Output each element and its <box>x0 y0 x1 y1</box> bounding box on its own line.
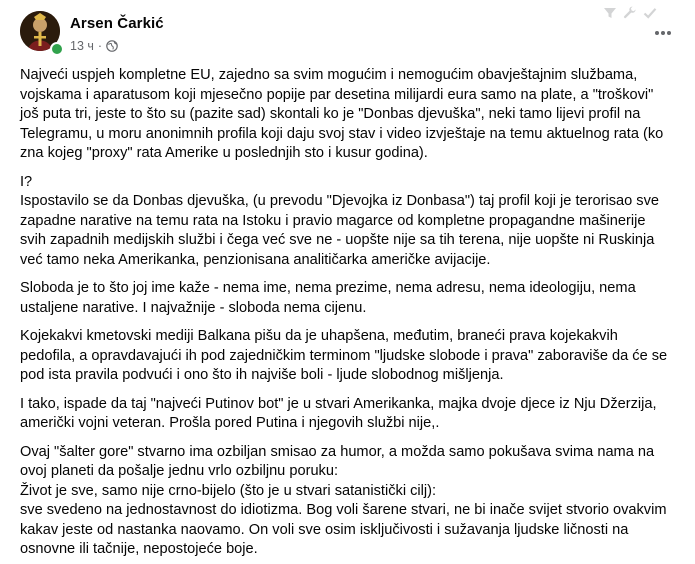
globe-icon[interactable] <box>106 40 118 52</box>
post-header <box>0 0 695 64</box>
post-paragraph: Ovaj "šalter gore" stvarno ima ozbiljan smisao za humor, a možda samo pokušava svima nama na ovoj planeti da pošalje jednu vrlo ozbiljnu poruku: Život je sve, samo nije crno-bijelo (što je u stvari satanistički cilj): sve svedeno na jednostavnost do idiotizma. Bog voli šarene stvari, ne bi inače svijet stvorio ovakvim kakav jeste od nastanka naovamo. On voli sve osim isključivosti i sužavanja ljudske ličnosti na osnovne ili tačnije, nepostojeće boje. <box>20 443 667 557</box>
post-body <box>20 66 675 564</box>
post-paragraph: I tako, ispade da taj "najveći Putinov bot" je u stvari Amerikanka, majka dvoje djece iz Nju Džerzija, američki vojni veteran. Prošla pored Putina i njegovih službi nije,. <box>20 395 657 431</box>
filter-icon[interactable] <box>603 6 617 20</box>
post-paragraph: Kojekakvi kmetovski mediji Balkana pišu da je uhapšena, međutim, braneći prava kojekakvih pedofila, a opravdavajući ih pod zajedničkim terminom "ljudske slobode i prava" zaboraviše da će se pod ista pravila podvući i ono što ih najviše boli - ljude slobodnog mišljenja. <box>20 328 668 383</box>
meta-separator: · <box>97 39 103 53</box>
post-paragraph: Sloboda je to što joj ime kaže - nema ime, nema prezime, nema adresu, nema ideologiju, nema ustaljene narative. I najvažnije - sloboda nema cijenu. <box>20 280 636 316</box>
more-horizontal-icon[interactable] <box>653 28 673 38</box>
check-icon[interactable] <box>643 6 657 20</box>
post-paragraph: I? Ispostavilo se da Donbas djevuška, (u prevodu "Djevojka iz Donbasa") taj profil koji je terorisao sve zapadne narative na temu rata na Istoku i pravio magarce od kompletne propagandne mašinerije svih zapadnih medijskih službi i čega već sve ne - uopšte nije sa tih terena, nije uopšte ni Ruskinja već tamo neka Amerikanka, penzionisana analitičarka američke avijacije. <box>20 173 660 268</box>
post-meta <box>70 39 118 53</box>
top-toolbar <box>603 6 657 20</box>
online-status-dot <box>50 42 64 56</box>
author-name[interactable]: Arsen Čarkić <box>70 15 164 32</box>
post-paragraph: Najveći uspjeh kompletne EU, zajedno sa svim mogućim i nemogućim obavještajnim službama, vojskama i aparatusom koji mjesečno popije par desetina milijardi eura samo na plate, a "troškovi" još puta tri, jeste to što su (pazite sad) skontali ko je "Donbas djevuška", neki tamo lijevi profil na Telegramu, u moru anonimnih profila koji daju svoj stav i video izvještaje na temu aktuelnog rata (ko zna kojeg "proxy" rata Amerike u poslednjih sto i kusur godina). <box>20 67 664 161</box>
wrench-icon[interactable] <box>623 6 637 20</box>
post-timestamp[interactable]: 13 ч <box>70 39 94 53</box>
